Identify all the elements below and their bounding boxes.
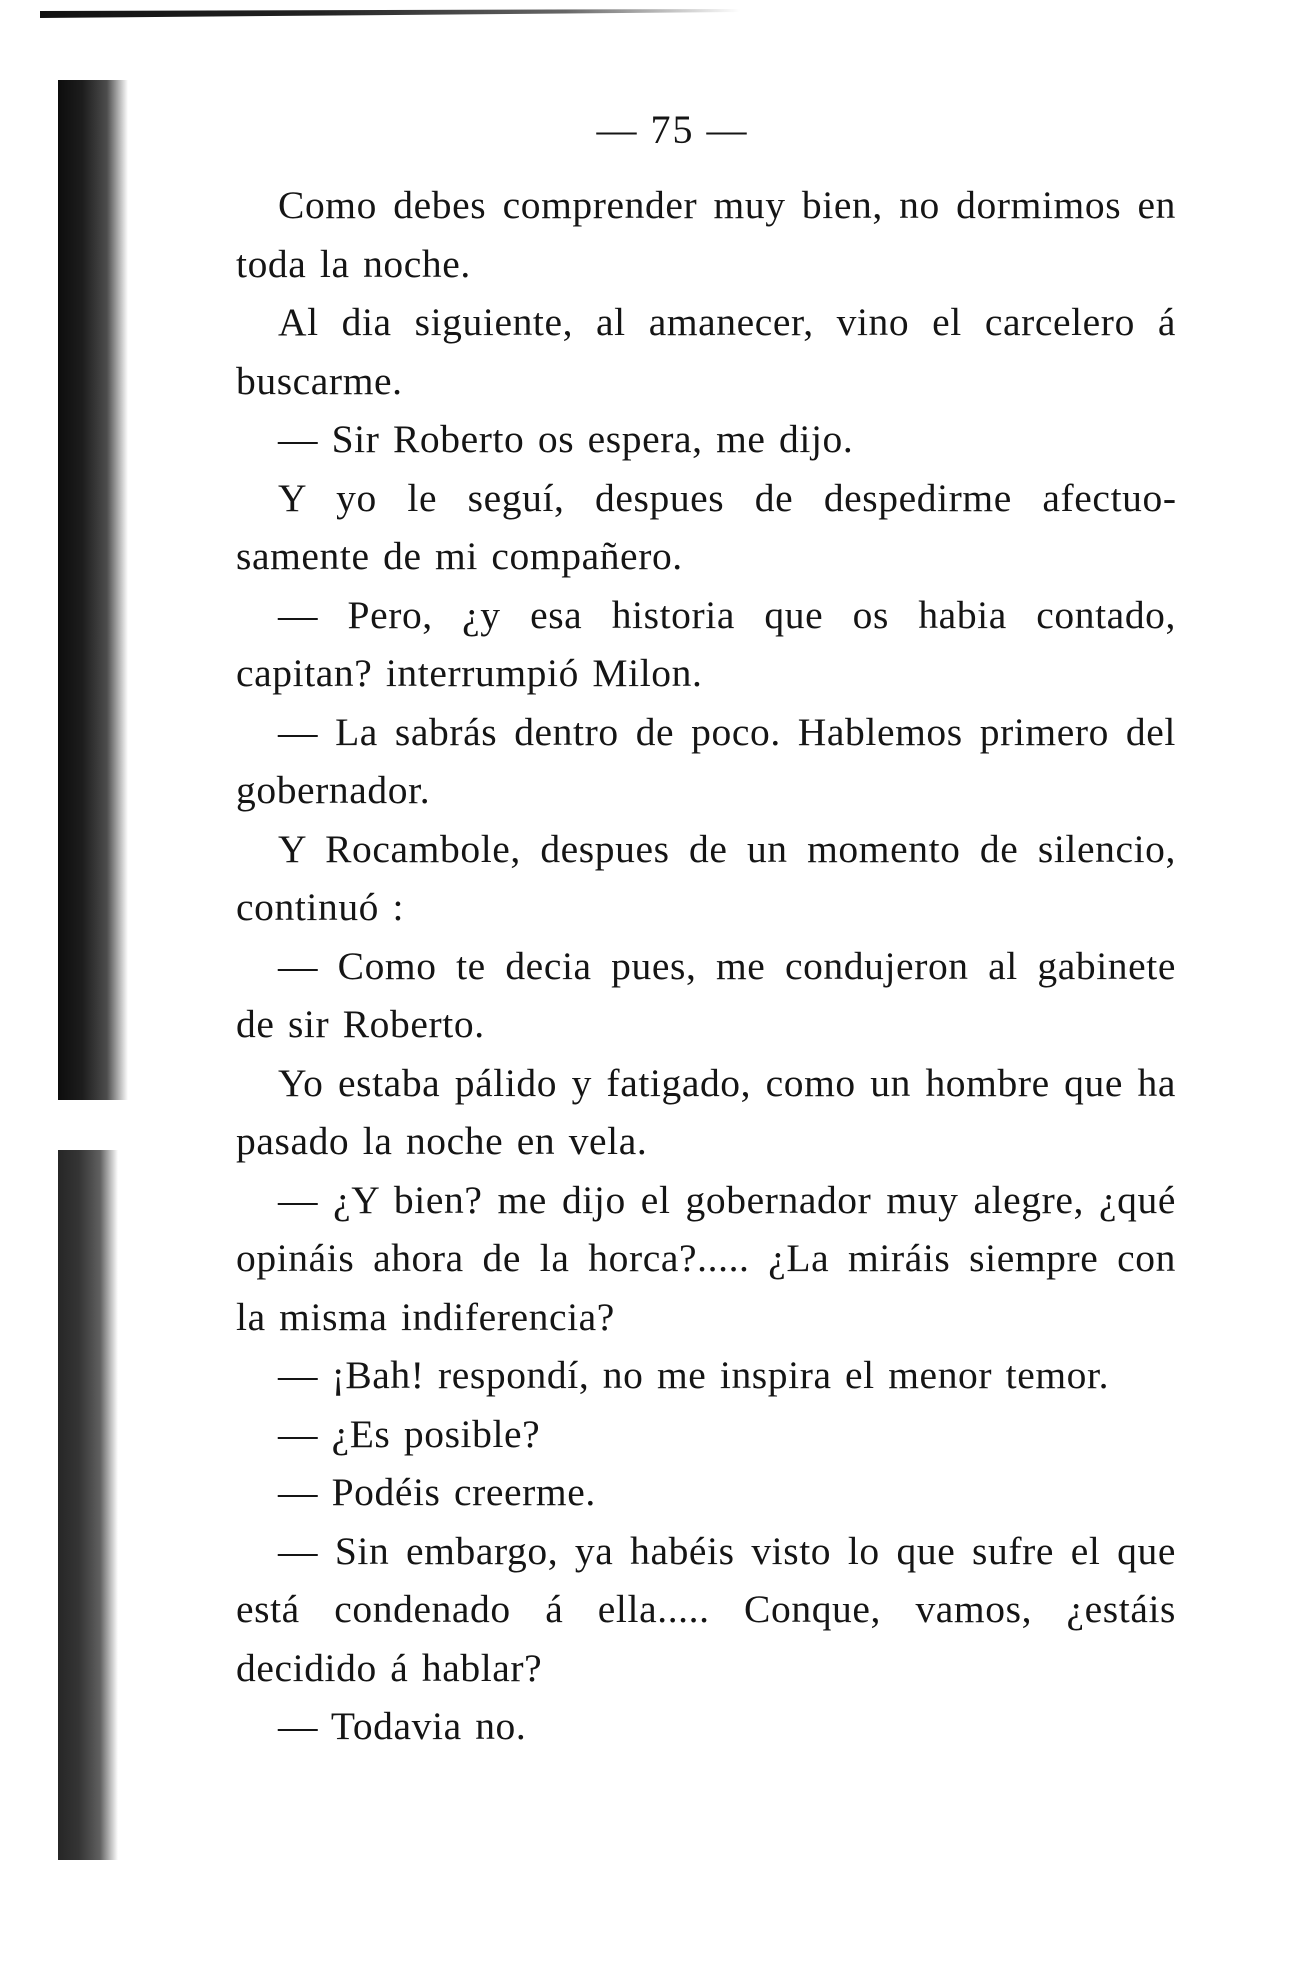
text-column bbox=[236, 176, 1176, 1756]
page-number: — 75 — bbox=[596, 107, 749, 152]
paragraph-1: Como debes comprender muy bien, no dormimos en toda la noche. bbox=[236, 183, 1176, 286]
paragraph-14: — Sin embargo, ya habéis visto lo que sufre el que está condenado á ella..... Conque, vamos, ¿estáis decidido á hablar? bbox=[236, 1528, 1176, 1690]
paragraph-6: — La sabrás dentro de poco. Hablemos primero del gobernador. bbox=[236, 709, 1176, 812]
paragraph-8: — Como te decia pues, me condujeron al gabinete de sir Roberto. bbox=[236, 943, 1176, 1046]
paragraph-10: — ¿Y bien? me dijo el gobernador muy alegre, ¿qué opináis ahora de la horca?..... ¿La miráis siempre con la misma indiferencia? bbox=[236, 1177, 1176, 1339]
scan-top-rule bbox=[40, 8, 740, 18]
paragraph-12: — ¿Es posible? bbox=[278, 1411, 541, 1456]
binding-shadow bbox=[58, 80, 128, 1100]
paragraph-3: — Sir Roberto os espera, me dijo. bbox=[278, 417, 854, 461]
binding-shadow-lower bbox=[58, 1150, 118, 1860]
paragraph-4: Y yo le seguí, despues de despedirme afectuosamente de mi compañero. bbox=[236, 475, 1176, 578]
paragraph-9: Yo estaba pálido y fatigado, como un hombre que ha pasado la noche en vela. bbox=[236, 1060, 1176, 1163]
paragraph-7: Y Rocambole, despues de un momento de silencio, continuó : bbox=[236, 826, 1176, 929]
paragraph-13: — Podéis creerme. bbox=[278, 1470, 596, 1514]
paragraph-15: — Todavia no. bbox=[278, 1704, 527, 1748]
paragraph-11: — ¡Bah! respondí, no me inspira el menor temor. bbox=[278, 1353, 1110, 1397]
paragraph-2: Al dia siguiente, al amanecer, vino el carcelero á buscarme. bbox=[236, 300, 1176, 403]
paragraph-5: — Pero, ¿y esa historia que os habia contado, capitan? interrumpió Milon. bbox=[236, 592, 1176, 695]
